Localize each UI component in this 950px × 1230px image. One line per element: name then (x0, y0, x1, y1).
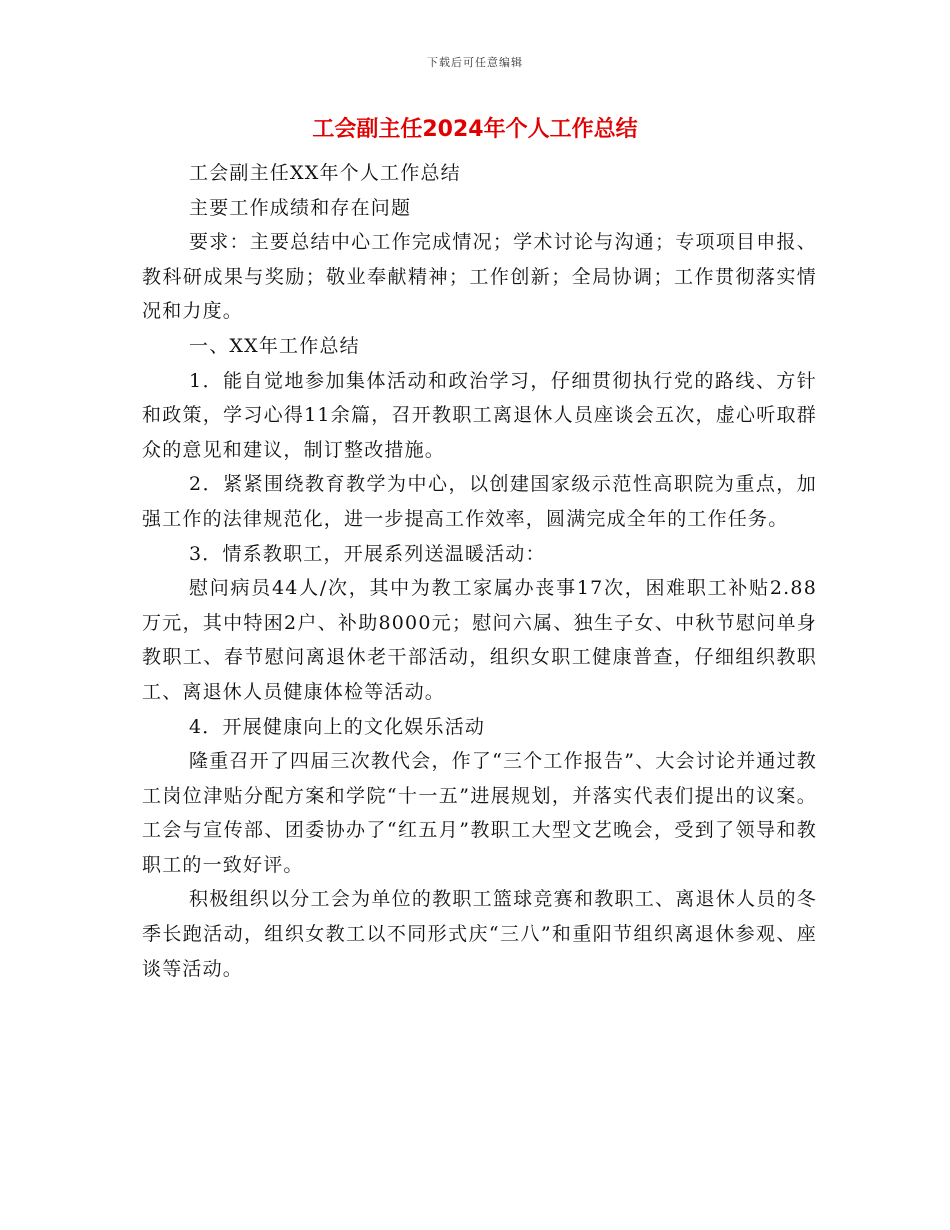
body-paragraph: 积极组织以分工会为单位的教职工篮球竞赛和教职工、离退休人员的冬季长跑活动，组织女教工以不同形式庆“三八”和重阳节组织离退休参观、座谈等活动。 (142, 888, 817, 980)
section-heading: 一、XX年工作总结 (189, 334, 360, 357)
section-heading: 主要工作成绩和存在问题 (189, 196, 412, 219)
requirements-paragraph: 要求：主要总结中心工作完成情况；学术讨论与沟通；专项项目申报、教科研成果与奖励；敬业奉献精神；工作创新；全局协调；工作贯彻落实情况和力度。 (142, 231, 817, 323)
body-paragraph: 隆重召开了四届三次教代会，作了“三个工作报告”、大会讨论并通过教工岗位津贴分配方案和学院“十一五”进展规划，并落实代表们提出的议案。工会与宣传部、团委协办了“红五月”教职工大型文艺晚会，受到了领导和教职工的一致好评。 (142, 750, 817, 876)
item-paragraph: 4．开展健康向上的文化娱乐活动 (189, 715, 486, 738)
body-paragraph: 慰问病员44人/次，其中为教工家属办丧事17次，困难职工补贴2.88万元，其中特困2户、补助8000元；慰问六属、独生子女、中秋节慰问单身教职工、春节慰问离退休老干部活动，组织女职工健康普查，仔细组织教职工、离退休人员健康体检等活动。 (142, 577, 817, 703)
document-title: 工会副主任2024年个人工作总结 (312, 117, 638, 142)
document-body (142, 156, 817, 986)
item-paragraph: 2．紧紧围绕教育教学为中心，以创建国家级示范性高职院为重点，加强工作的法律规范化，进一步提高工作效率，圆满完成全年的工作任务。 (142, 473, 817, 530)
item-paragraph: 3．情系教职工，开展系列送温暖活动： (189, 542, 546, 565)
subtitle-paragraph: 工会副主任XX年个人工作总结 (189, 162, 461, 184)
item-paragraph: 1．能自觉地参加集体活动和政治学习，仔细贯彻执行党的路线、方针和政策，学习心得11余篇，召开教职工离退休人员座谈会五次，虚心听取群众的意见和建议，制订整改措施。 (142, 369, 817, 461)
header-note: 下载后可任意编辑 (427, 56, 523, 69)
